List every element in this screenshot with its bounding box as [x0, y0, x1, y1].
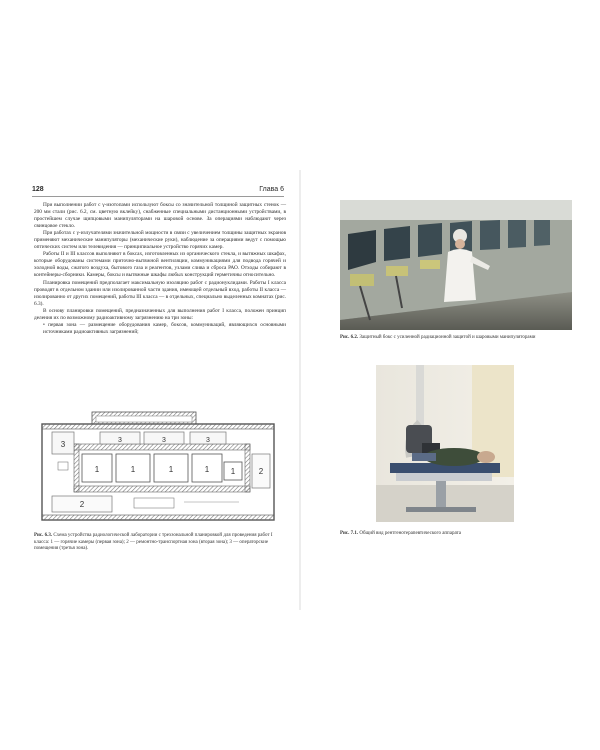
lab-floor-plan-figure: [34, 402, 282, 530]
zone-label: 2: [79, 500, 85, 509]
zone-label: 3: [118, 437, 122, 444]
figure-6-3-caption: [34, 533, 284, 553]
zone-label: 1: [168, 465, 174, 474]
running-header: [32, 186, 284, 197]
zone-label: 1: [204, 465, 210, 474]
caption-text: Защитный бокс с усиленной радиационной защитой и шаровыми манипуляторами: [359, 335, 536, 340]
figure-label: Рис. 6.2.: [340, 335, 359, 340]
caption-text: Общий вид рентгенотерапевтического аппарата: [359, 531, 461, 536]
figure-6-2-caption: [340, 335, 572, 342]
hot-cell-operator-photo: [340, 200, 572, 330]
zone-label: 3: [162, 437, 166, 444]
caption-text: Схема устройства радиологической лаборатории с трехзональной планировкой для проведения работ I класса: 1 — горячие камеры (первая зона); 2 — ремонтно-транспортная зона (вторая зона); 3 — операторские помещения (третья зона).: [34, 533, 273, 552]
zone-label: 1: [94, 465, 100, 474]
paragraph: В основу планировки помещений, предназначенных для выполнения работ I класса, положен принцип деления их по возможному радиоактивному загрязнению на три зоны:: [34, 307, 286, 321]
page-number: 128: [32, 186, 44, 193]
book-gutter: [299, 170, 301, 610]
figure-7-1-caption: [340, 531, 572, 538]
chapter-title: Глава 6: [259, 186, 284, 193]
bullet-item: • первая зона — размещение оборудования камер, боксов, коммуникаций, являющихся основными источниками радиоактивных загрязнений;: [43, 321, 286, 335]
paragraph: Планировка помещений предполагает максимальную изоляцию работ с радионуклидами. Работы I класса проводят в отдельном здании или изолированной части здания, имеющей отдельный вход, работы II класса — изолированно от других помещений, работы III класса — в отдельных, специально выделенных комнатах (рис. 6.3).: [34, 279, 286, 307]
zone-label: 1: [130, 465, 136, 474]
figure-label: Рис. 7.1.: [340, 531, 359, 536]
paragraph: Работы II и III классов выполняют в боксах, изготовленных из органического стекла, и вытяжных шкафах, которые оборудованы системами приточно-вытяжной вентиляции, коммуникациями для подвода горячей и холодной воды, сжатого воздуха, бытового газа и реагентов, узлами слива и сброса РАО. Отходы собирают в контейнеры-сборники. Камеры, боксы и вытяжные шкафы любых конструкций герметичны относительно.: [34, 251, 286, 279]
paragraph: При работах с γ-излучателями значительной мощности в связи с увеличением толщины защитных экранов применяют механические манипуляторы (механические руки), наблюдение за операциями ведут с помощью оптических систем или телевидения — принципиальное устройство горячих камер.: [34, 230, 286, 251]
zone-label: 1: [230, 467, 236, 476]
paragraph: При выполнении работ с γ-изотопами используют боксы со значительной толщиной защитных стенок — 200 мм стали (рис. 6.2, см. цветную вклейку), снабженные специальными дистанционными устройствами, в простейшем случае щипцовыми манипуляторами на шаровой основе. За операциями наблюдают через свинцовое стекло.: [34, 202, 286, 230]
zone-label: 2: [258, 467, 264, 476]
zone-label: 3: [206, 437, 210, 444]
body-text: [34, 202, 286, 336]
zone-label: 3: [60, 440, 66, 449]
figure-label: Рис. 6.3.: [34, 533, 53, 538]
xray-therapy-apparatus-photo: [376, 365, 514, 522]
